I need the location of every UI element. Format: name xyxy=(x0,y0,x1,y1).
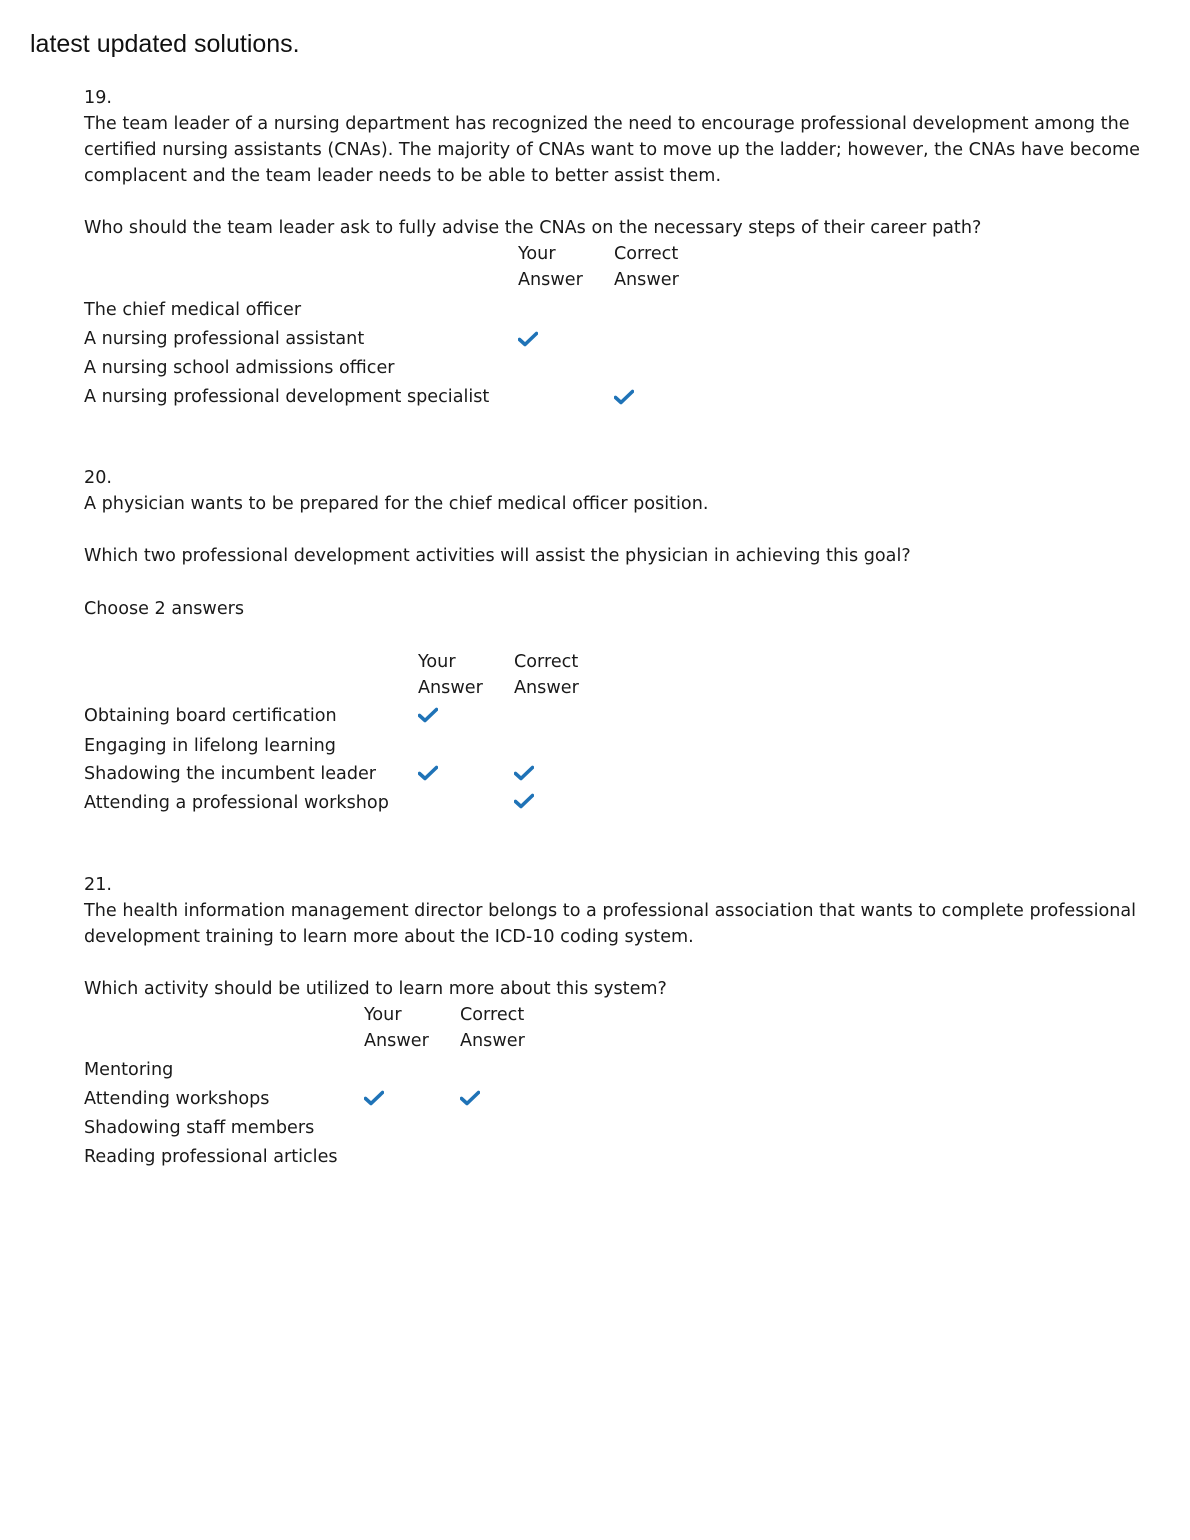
question-number: 21. xyxy=(84,875,112,895)
correct-answer-header: Correct Answer xyxy=(514,652,579,698)
your-answer-header: Your Answer xyxy=(418,652,483,698)
question-21 xyxy=(84,872,1144,1174)
checkmark-icon xyxy=(418,707,438,723)
checkmark-icon xyxy=(514,765,534,781)
answer-option: Reading professional articles xyxy=(84,1147,338,1167)
question-instruction: Choose 2 answers xyxy=(84,599,245,619)
answer-option: Engaging in lifelong learning xyxy=(84,736,336,756)
answer-option: Attending workshops xyxy=(84,1089,270,1109)
answer-table xyxy=(84,241,1144,413)
answer-option: A nursing school admissions officer xyxy=(84,358,395,378)
correct-answer-header: Correct Answer xyxy=(460,1005,525,1051)
question-stem: A physician wants to be prepared for the chief medical officer position. xyxy=(84,494,709,514)
question-number: 20. xyxy=(84,468,112,488)
checkmark-icon xyxy=(518,331,538,347)
question-20 xyxy=(84,465,1144,821)
question-19 xyxy=(84,85,1144,413)
answer-option: Mentoring xyxy=(84,1060,174,1080)
checkmark-icon xyxy=(418,765,438,781)
answer-table xyxy=(84,1002,1144,1174)
checkmark-icon xyxy=(514,793,534,809)
page-title: latest updated solutions. xyxy=(30,30,300,58)
question-number: 19. xyxy=(84,88,112,108)
checkmark-icon xyxy=(614,389,634,405)
your-answer-header: Your Answer xyxy=(518,244,583,290)
answer-option: Shadowing staff members xyxy=(84,1118,315,1138)
answer-option: A nursing professional assistant xyxy=(84,329,365,349)
answer-option: Shadowing the incumbent leader xyxy=(84,764,377,784)
question-stem: The health information management director belongs to a professional association that wants to complete professional development training to learn more about the ICD-10 coding system. xyxy=(84,901,1137,947)
correct-answer-header: Correct Answer xyxy=(614,244,679,290)
answer-option: A nursing professional development specialist xyxy=(84,387,490,407)
answer-option: The chief medical officer xyxy=(84,300,302,320)
checkmark-icon xyxy=(364,1090,384,1106)
checkmark-icon xyxy=(460,1090,480,1106)
question-stem: The team leader of a nursing department has recognized the need to encourage professional development among the certified nursing assistants (CNAs). The majority of CNAs want to move up the ladder; however, the CNAs have become complacent and the team leader needs to be able to better assist them. xyxy=(84,114,1141,186)
answer-table xyxy=(84,649,1144,821)
answer-option: Attending a professional workshop xyxy=(84,793,389,813)
your-answer-header: Your Answer xyxy=(364,1005,429,1051)
question-prompt: Which activity should be utilized to learn more about this system? xyxy=(84,979,667,999)
question-prompt: Who should the team leader ask to fully advise the CNAs on the necessary steps of their career path? xyxy=(84,218,982,238)
answer-option: Obtaining board certification xyxy=(84,706,337,726)
question-prompt: Which two professional development activities will assist the physician in achieving this goal? xyxy=(84,546,911,566)
